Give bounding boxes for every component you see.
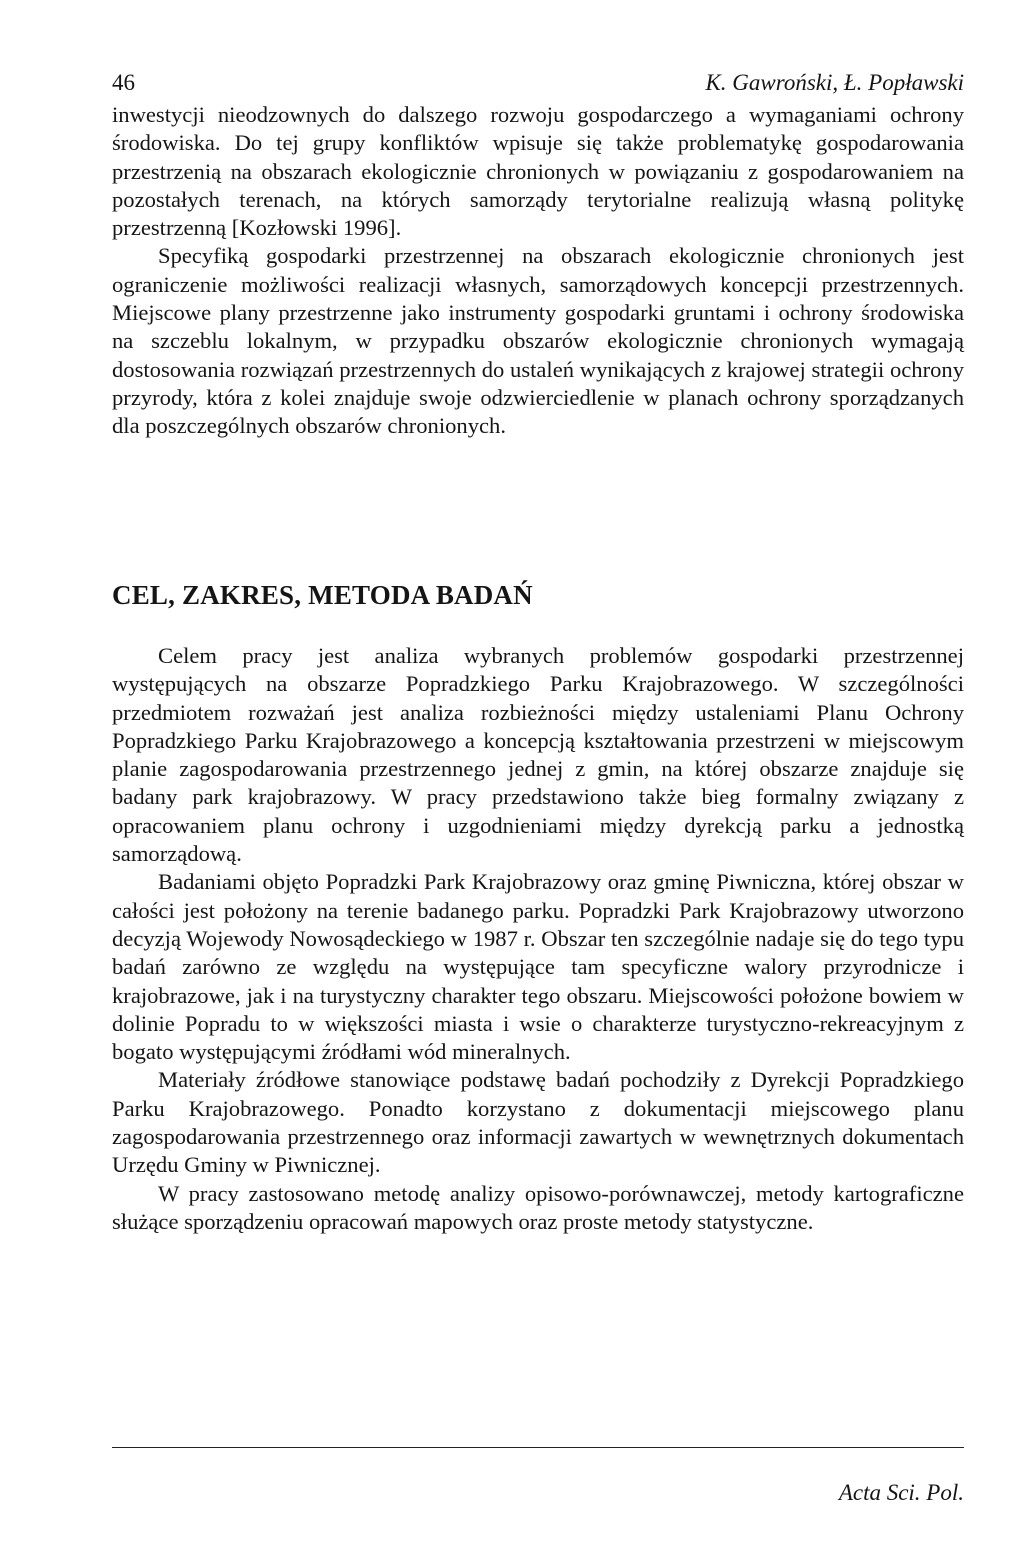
- intro-text-block: [112, 101, 964, 441]
- paragraph: Specyfiką gospodarki przestrzennej na obszarach ekologicznie chronionych jest ograniczenie możliwości realizacji własnych, samorządowych koncepcji przestrzennych. Miejscowe plany przestrzenne jako instrumenty gospodarki gruntami i ochrony środowiska na szczeblu lokalnym, w przypadku obszarów ekologicznie chronionych wymagają dostosowania rozwiązań przestrzennych do ustaleń wynikających z krajowej strategii ochrony przyrody, która z kolei znajduje swoje odzwierciedlenie w planach ochrony sporządzanych dla poszczególnych obszarów chronionych.: [112, 243, 964, 439]
- section-text-block: [112, 642, 964, 1236]
- page-number: 46: [112, 70, 135, 95]
- footer-rule: [112, 1447, 964, 1448]
- running-head: [112, 70, 964, 104]
- section-heading: CEL, ZAKRES, METODA BADAŃ: [112, 580, 533, 610]
- paragraph: W pracy zastosowano metodę analizy opisowo-porównawczej, metody kartograficzne służące sporządzeniu opracowań mapowych oraz proste metody statystyczne.: [112, 1180, 964, 1234]
- running-head-authors: K. Gawroński, Ł. Popławski: [705, 70, 964, 95]
- paragraph: Badaniami objęto Popradzki Park Krajobrazowy oraz gminę Piwniczna, której obszar w całości jest położony na terenie badanego parku. Popradzki Park Krajobrazowy utworzono decyzją Wojewody Nowosądeckiego w 1987 r. Obszar ten szczególnie nadaje się do tego typu badań zarówno ze względu na występujące tam specyficzne walory przyrodnicze i krajobrazowe, jak i na turystyczny charakter tego obszaru. Miejscowości położone bowiem w dolinie Popradu to w większości miasta i wsie o charakterze turystyczno-rekreacyjnym z bogato występującymi źródłami wód mineralnych.: [112, 869, 964, 1065]
- paragraph: Materiały źródłowe stanowiące podstawę badań pochodziły z Dyrekcji Popradzkiego Parku Krajobrazowego. Ponadto korzystano z dokumentacji miejscowego planu zagospodarowania przestrzennego oraz informacji zawartych w wewnętrznych dokumentach Urzędu Gminy w Piwnicznej.: [112, 1067, 964, 1178]
- paragraph: Celem pracy jest analiza wybranych problemów gospodarki przestrzennej występujących na obszarze Popradzkiego Parku Krajobrazowego. W szczególności przedmiotem rozważań jest analiza rozbieżności między ustaleniami Planu Ochrony Popradzkiego Parku Krajobrazowego a koncepcją kształtowania przestrzeni w miejscowym planie zagospodarowania przestrzennego jednej z gmin, na której obszarze znajduje się badany park krajobrazowy. W pracy przedstawiono także bieg formalny związany z opracowaniem planu ochrony i uzgodnieniami między dyrekcją parku a jednostką samorządową.: [112, 643, 964, 867]
- paragraph: inwestycji nieodzownych do dalszego rozwoju gospodarczego a wymaganiami ochrony środowiska. Do tej grupy konfliktów wpisuje się także problematykę gospodarowania przestrzenią na obszarach ekologicznie chronionych w powiązaniu z gospodarowaniem na pozostałych terenach, na których samorządy terytorialne realizują własną politykę przestrzenną [Kozłowski 1996].: [112, 102, 964, 241]
- footer-journal-title: Acta Sci. Pol.: [838, 1480, 964, 1505]
